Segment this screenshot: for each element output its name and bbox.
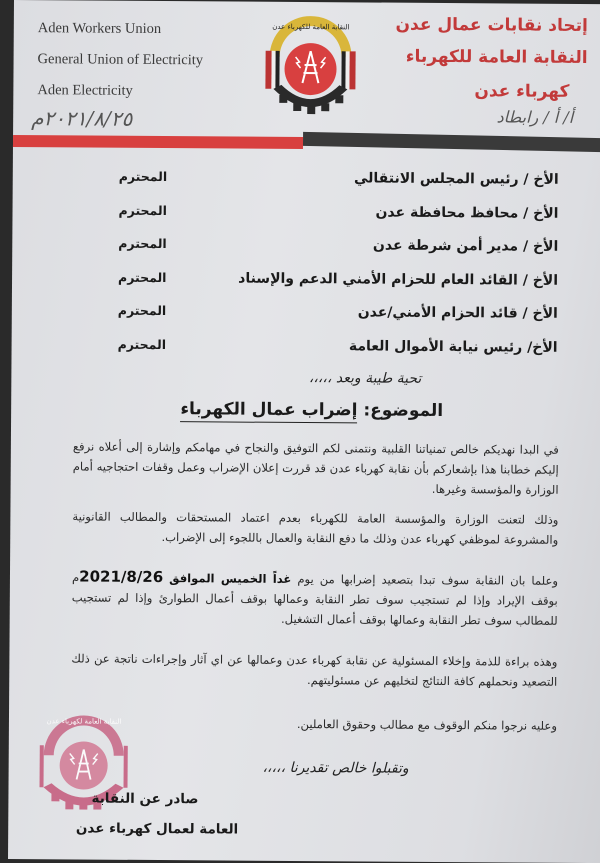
svg-text:النقابة العامة للكهرباء عدن: النقابة العامة للكهرباء عدن xyxy=(272,22,350,32)
letterhead-ar-line2: النقابة العامة للكهرباء xyxy=(405,46,588,69)
letterhead-en-line3: Aden Electricity xyxy=(37,82,133,99)
header-bar-red xyxy=(13,135,303,149)
body-paragraph-2: وذلك لتعنت الوزارة والمؤسسة العامة للكهرباء بعدم اعتماد المستحقات والمطالب القانونية والمشروعة لموظفي كهرباء عدن وذلك ما دفع النقابة والعمال باللجوء إلى الإضراب. xyxy=(72,509,559,547)
recipient-row xyxy=(118,269,558,306)
subject-value: إضراب عمال الكهرباء xyxy=(180,399,357,423)
union-logo-icon xyxy=(255,7,366,118)
body-p3-day: غداً الخميس الموافق xyxy=(169,571,292,586)
body-p3-intro: وعلما بان النقابة سوف تبدا بتصعيد إضرابها من يوم xyxy=(297,571,559,588)
body-p3-rest: م بوقف الإيراد وإذا لم تستجيب سوف تطر النقابة وعمالها بوقف أعمال الطوارئ وإذا لم تستجيب للمطالب سوف تطر النقابة وعمالها بوقف أعمال التشغيل. xyxy=(71,570,558,628)
recipient-title: الأخ / رئيس المجلس الانتقالي xyxy=(353,170,559,188)
greeting: تحية طيبة وبعد ،،،،، xyxy=(308,370,422,387)
strike-date: 2021/8/26 xyxy=(79,567,164,587)
body-paragraph-5: وعليه نرجوا منكم الوقوف مع مطالب وحقوق العاملين. xyxy=(296,716,557,733)
recipient-title: الأخ / قائد الحزام الأمني/عدن xyxy=(357,304,558,322)
recipient-honorific: المحترم xyxy=(118,202,168,218)
recipients-list xyxy=(117,169,558,373)
recipient-honorific: المحترم xyxy=(117,302,167,319)
body-paragraph-3 xyxy=(72,566,558,630)
body-paragraph-4: وهذه براءة للذمة وإخلاء المسئولية عن نقابة كهرباء عدن وعمالها عن اي آثار وإجراءات ناتجة عن ذلك التصعيد ونحملهم كافة النتائج لتخليهم عن مسئوليتهم. xyxy=(71,651,558,689)
letterhead-en-line1: Aden Workers Union xyxy=(37,20,162,38)
letterhead-ar-line3: كهرباء عدن xyxy=(474,81,570,102)
recipient-row xyxy=(118,303,558,340)
signature-line-1: صادر عن النقابة xyxy=(91,790,199,808)
letter-page xyxy=(8,0,600,863)
recipient-honorific: المحترم xyxy=(118,168,168,185)
handwritten-reference: أ/ أ / رابطاد xyxy=(496,107,574,127)
subject-label: الموضوع: xyxy=(363,400,444,422)
recipient-row xyxy=(118,202,558,239)
svg-text:النقابة العامة لكهرباء عدن: النقابة العامة لكهرباء عدن xyxy=(46,717,122,726)
recipient-honorific: المحترم xyxy=(117,336,167,352)
body-paragraph-1: في البدا نهديكم خالص تمنياتنا القلبية ونتمنى لكم التوفيق والنجاح في مهامكم وإشارة إلى أعلاه نرفع إليكم خطابنا هذا بإشعاركم بأن نقابة كهرباء عدن قد قررت إعلان الإضراب وعمل وقفات احتجاجيه أمام الوزارة والمؤسسة وغيرها. xyxy=(72,439,559,497)
recipient-row xyxy=(117,336,557,373)
header-bar-black xyxy=(303,132,600,152)
recipient-honorific: المحترم xyxy=(118,235,167,252)
subject-line xyxy=(180,399,443,421)
recipient-title: الأخ / مدير أمن شرطة عدن xyxy=(372,237,559,255)
closing: وتقبلوا خالص تقديرنا ،،،،، xyxy=(262,759,409,777)
recipient-honorific: المحترم xyxy=(118,269,167,285)
recipient-title: الأخ / محافظ محافظة عدن xyxy=(375,204,559,222)
letterhead-ar-line1: إتحاد نقابات عمال عدن xyxy=(395,14,588,37)
recipient-title: الأخ/ رئيس نيابة الأموال العامة xyxy=(348,337,558,356)
recipient-title: الأخ / القائد العام للحزام الأمني الدعم والإسناد xyxy=(238,270,559,289)
recipient-row xyxy=(118,236,558,273)
recipient-row xyxy=(119,169,559,206)
signature-line-2: العامة لعمال كهرباء عدن xyxy=(75,820,239,838)
letterhead-en-line2: General Union of Electricity xyxy=(37,51,204,69)
handwritten-date: ٢٠٢١/٨/٢٥م xyxy=(31,106,133,131)
